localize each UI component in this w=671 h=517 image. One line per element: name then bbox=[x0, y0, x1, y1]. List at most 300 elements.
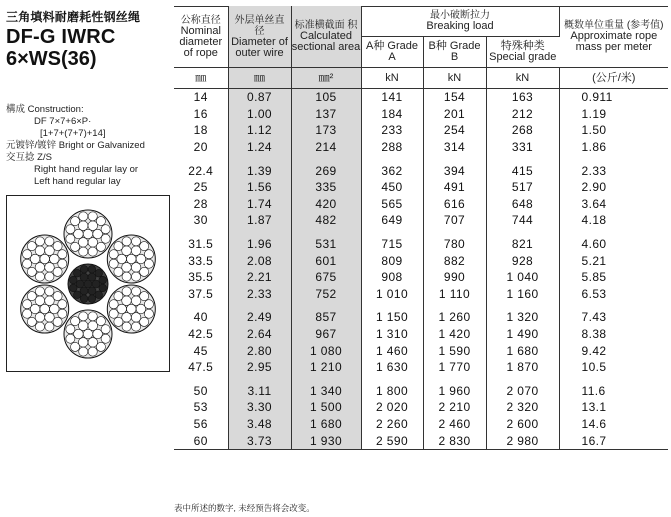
wire-shape bbox=[45, 246, 55, 256]
wire-shape bbox=[101, 325, 110, 334]
table-row bbox=[174, 326, 668, 343]
table-cell: 53 bbox=[174, 399, 228, 416]
wire-shape bbox=[127, 304, 137, 314]
wire-shape bbox=[53, 242, 62, 251]
table-cell: 648 bbox=[486, 196, 559, 213]
wire-shape bbox=[140, 292, 149, 301]
table-cell: 1 680 bbox=[291, 416, 361, 433]
table-cell: 450 bbox=[361, 179, 423, 196]
table-cell: 616 bbox=[423, 196, 486, 213]
table-cell: 882 bbox=[423, 252, 486, 269]
unit-outer: ㎜ bbox=[228, 68, 291, 89]
wire-shape bbox=[27, 242, 36, 251]
unit-nominal: ㎜ bbox=[174, 68, 228, 89]
wire-shape bbox=[78, 321, 88, 331]
table-cell: 675 bbox=[291, 269, 361, 286]
table-cell: 2 460 bbox=[423, 416, 486, 433]
wire-shape bbox=[35, 313, 45, 323]
unit-grade-b: kN bbox=[423, 68, 486, 89]
wire-shape bbox=[78, 238, 88, 248]
table-cell: 2 980 bbox=[486, 432, 559, 449]
table-row bbox=[174, 342, 668, 359]
wire-shape bbox=[35, 296, 45, 306]
header-outer-cn: 外层单丝直 径 bbox=[234, 14, 285, 37]
wire-shape bbox=[79, 312, 88, 321]
table-row bbox=[174, 139, 668, 156]
header-area-en: Calculated sectional area bbox=[291, 30, 361, 53]
table-cell: 268 bbox=[486, 122, 559, 139]
table-cell: 233 bbox=[361, 122, 423, 139]
wire-shape bbox=[70, 276, 78, 284]
wire-shape bbox=[40, 254, 50, 264]
wire-shape bbox=[73, 269, 81, 277]
table-cell: 50 bbox=[174, 376, 228, 400]
wire-shape bbox=[99, 284, 107, 292]
table-cell: 3.48 bbox=[228, 416, 291, 433]
wire-shape bbox=[131, 237, 140, 246]
table-cell: 5.21 bbox=[581, 253, 607, 268]
table-cell: 1.24 bbox=[228, 139, 291, 156]
table-cell: 6.53 bbox=[581, 286, 607, 301]
table-cell: 30 bbox=[174, 212, 228, 229]
wire-shape bbox=[45, 263, 55, 273]
wire-shape bbox=[83, 229, 93, 239]
table-cell: 1.39 bbox=[228, 155, 291, 179]
table-cell: 16.7 bbox=[581, 433, 607, 448]
footnote: 表中所述的数字, 未经预告将会改变。 bbox=[174, 503, 315, 513]
wire-shape bbox=[23, 300, 32, 309]
table-row bbox=[174, 359, 668, 376]
wire-shape bbox=[144, 250, 153, 259]
wire-shape bbox=[88, 312, 97, 321]
table-cell: 1 080 bbox=[291, 342, 361, 359]
wire-shape bbox=[35, 287, 44, 296]
wire-shape bbox=[96, 342, 105, 351]
table-cell: 1 630 bbox=[361, 359, 423, 376]
table-cell: 4.18 bbox=[581, 213, 607, 228]
table-cell: 1 010 bbox=[361, 286, 423, 303]
table-cell: 288 bbox=[361, 139, 423, 156]
table-cell: 415 bbox=[486, 155, 559, 179]
wire-shape bbox=[79, 212, 88, 221]
table-cell: 1.96 bbox=[228, 229, 291, 253]
wire-shape bbox=[23, 309, 32, 318]
table-cell: 14 bbox=[174, 89, 228, 106]
table-cell: 7.43 bbox=[581, 310, 607, 325]
table-cell: 14.6 bbox=[581, 416, 607, 431]
table-cell: 4.60 bbox=[581, 237, 607, 252]
table-cell: 1.56 bbox=[228, 179, 291, 196]
table-cell: 482 bbox=[291, 212, 361, 229]
table-cell: 967 bbox=[291, 326, 361, 343]
header-grade-a: A种 Grade A bbox=[361, 37, 423, 68]
wire-shape bbox=[122, 263, 132, 273]
table-cell: 25 bbox=[174, 179, 228, 196]
wire-shape bbox=[40, 304, 50, 314]
table-cell: 2 020 bbox=[361, 399, 423, 416]
unit-special: kN bbox=[486, 68, 559, 89]
wire-shape bbox=[144, 300, 153, 309]
wire-shape bbox=[109, 259, 118, 268]
table-cell: 35.5 bbox=[174, 269, 228, 286]
wire-shape bbox=[66, 225, 75, 234]
wire-shape bbox=[66, 325, 75, 334]
table-cell: 3.73 bbox=[228, 432, 291, 449]
wire-shape bbox=[53, 267, 62, 276]
table-cell: 42.5 bbox=[174, 326, 228, 343]
table-cell: 22.4 bbox=[174, 155, 228, 179]
table-cell: 163 bbox=[486, 89, 559, 106]
table-cell: 1.74 bbox=[228, 196, 291, 213]
table-cell: 2.90 bbox=[581, 180, 607, 195]
table-cell: 531 bbox=[291, 229, 361, 253]
wire-shape bbox=[114, 242, 123, 251]
table-cell: 928 bbox=[486, 252, 559, 269]
table-cell: 28 bbox=[174, 196, 228, 213]
header-rope-mass bbox=[559, 6, 668, 68]
wire-shape bbox=[66, 234, 75, 243]
table-cell: 335 bbox=[291, 179, 361, 196]
table-cell: 2.64 bbox=[228, 326, 291, 343]
header-outer-wire bbox=[228, 6, 291, 68]
table-cell: 3.11 bbox=[228, 376, 291, 400]
table-cell: 1.50 bbox=[581, 123, 607, 138]
table-cell: 1 310 bbox=[361, 326, 423, 343]
table-cell: 1 960 bbox=[423, 376, 486, 400]
table-cell: 752 bbox=[291, 286, 361, 303]
table-cell: 1 460 bbox=[361, 342, 423, 359]
table-cell: 5.85 bbox=[581, 270, 607, 285]
wire-shape bbox=[45, 313, 55, 323]
table-cell: 780 bbox=[423, 229, 486, 253]
table-row bbox=[174, 155, 668, 179]
wire-shape bbox=[122, 246, 132, 256]
table-cell: 821 bbox=[486, 229, 559, 253]
wire-shape bbox=[88, 347, 97, 356]
header-breaking-en: Breaking load bbox=[426, 20, 494, 32]
wire-shape bbox=[101, 234, 110, 243]
wire-shape bbox=[88, 221, 98, 231]
table-cell: 37.5 bbox=[174, 286, 228, 303]
wire-shape bbox=[122, 237, 131, 246]
table-row bbox=[174, 302, 668, 326]
table-cell: 420 bbox=[291, 196, 361, 213]
header-grade-b: B种 Grade B bbox=[423, 37, 486, 68]
header-mass-cn: 概数单位重量 (参考值) bbox=[564, 20, 664, 31]
table-cell: 2.08 bbox=[228, 252, 291, 269]
table-cell: 1 800 bbox=[361, 376, 423, 400]
table-row bbox=[174, 122, 668, 139]
table-cell: 2 210 bbox=[423, 399, 486, 416]
table-row bbox=[174, 179, 668, 196]
wire-shape bbox=[127, 254, 137, 264]
table-cell: 173 bbox=[291, 122, 361, 139]
wire-shape bbox=[73, 291, 81, 299]
table-cell: 1.19 bbox=[581, 106, 607, 121]
unit-mass: (公斤/米) bbox=[559, 68, 668, 89]
table-row bbox=[174, 416, 668, 433]
table-cell: 8.38 bbox=[581, 327, 607, 342]
table-cell: 3.64 bbox=[581, 196, 607, 211]
wire-shape bbox=[58, 259, 67, 268]
lay-line-1: Right hand regular lay or bbox=[34, 164, 139, 175]
table-cell: 2 590 bbox=[361, 432, 423, 449]
table-row bbox=[174, 196, 668, 213]
table-cell: 3.30 bbox=[228, 399, 291, 416]
table-cell: 1 870 bbox=[486, 359, 559, 376]
table-cell: 2.33 bbox=[581, 163, 607, 178]
wire-shape bbox=[45, 272, 54, 281]
wire-shape bbox=[27, 317, 36, 326]
table-row bbox=[174, 399, 668, 416]
wire-shape bbox=[114, 317, 123, 326]
table-cell: 2.80 bbox=[228, 342, 291, 359]
table-cell: 857 bbox=[291, 302, 361, 326]
table-cell: 1.86 bbox=[581, 140, 607, 155]
table-cell: 1 320 bbox=[486, 302, 559, 326]
wire-shape bbox=[71, 342, 80, 351]
table-cell: 10.5 bbox=[581, 360, 607, 375]
table-cell: 269 bbox=[291, 155, 361, 179]
table-cell: 362 bbox=[361, 155, 423, 179]
table-cell: 0.911 bbox=[581, 90, 613, 105]
table-cell: 1 260 bbox=[423, 302, 486, 326]
rope-diagram-svg bbox=[7, 196, 169, 371]
wire-shape bbox=[27, 267, 36, 276]
wire-shape bbox=[122, 272, 131, 281]
table-cell: 18 bbox=[174, 122, 228, 139]
table-cell: 1 420 bbox=[423, 326, 486, 343]
wire-shape bbox=[144, 259, 153, 268]
table-cell: 1 500 bbox=[291, 399, 361, 416]
table-cell: 47.5 bbox=[174, 359, 228, 376]
construction-line-2: [1+7+(7+7)+14] bbox=[40, 128, 106, 139]
table-cell: 2.49 bbox=[228, 302, 291, 326]
table-cell: 2 320 bbox=[486, 399, 559, 416]
table-cell: 9.42 bbox=[581, 343, 607, 358]
table-row bbox=[174, 252, 668, 269]
table-row bbox=[174, 229, 668, 253]
table-cell: 212 bbox=[486, 106, 559, 123]
header-area-cn: 标准横截面 积 bbox=[294, 20, 358, 31]
header-breaking-cn: 最小破断拉力 bbox=[430, 10, 491, 21]
wire-shape bbox=[140, 317, 149, 326]
table-row bbox=[174, 269, 668, 286]
table-cell: 715 bbox=[361, 229, 423, 253]
table-cell: 1 930 bbox=[291, 432, 361, 449]
table-cell: 314 bbox=[423, 139, 486, 156]
unit-area: ㎜² bbox=[291, 68, 361, 89]
table-cell: 517 bbox=[486, 179, 559, 196]
wire-shape bbox=[131, 263, 141, 273]
table-cell: 1.00 bbox=[228, 106, 291, 123]
wire-shape bbox=[35, 263, 45, 273]
wire-shape bbox=[58, 309, 67, 318]
wire-shape bbox=[27, 292, 36, 301]
wire-shape bbox=[78, 221, 88, 231]
wire-shape bbox=[131, 313, 141, 323]
table-cell: 1.87 bbox=[228, 212, 291, 229]
table-cell: 16 bbox=[174, 106, 228, 123]
wire-shape bbox=[45, 237, 54, 246]
product-model: DF-G IWRC bbox=[6, 26, 116, 48]
table-cell: 141 bbox=[361, 89, 423, 106]
wire-shape bbox=[58, 250, 67, 259]
table-row bbox=[174, 212, 668, 229]
table-cell: 1 150 bbox=[361, 302, 423, 326]
table-cell: 13.1 bbox=[581, 400, 607, 415]
header-nominal-cn: 公称直径 bbox=[180, 14, 221, 26]
table-cell: 2.95 bbox=[228, 359, 291, 376]
wire-shape bbox=[35, 322, 44, 331]
construction-label: 構成 Construction: bbox=[6, 104, 84, 115]
product-construction-code: 6×WS(36) bbox=[6, 48, 97, 70]
table-cell: 45 bbox=[174, 342, 228, 359]
table-cell: 649 bbox=[361, 212, 423, 229]
wire-shape bbox=[144, 309, 153, 318]
wire-shape bbox=[80, 295, 88, 303]
spec-block bbox=[6, 104, 171, 188]
table-cell: 2 070 bbox=[486, 376, 559, 400]
wire-shape bbox=[53, 292, 62, 301]
wire-shape bbox=[131, 272, 140, 281]
construction-line-1: DF 7×7+6×P· bbox=[34, 116, 92, 127]
table-cell: 809 bbox=[361, 252, 423, 269]
lay-label: 交互捻 Z/S bbox=[6, 152, 52, 163]
wire-shape bbox=[122, 296, 132, 306]
wire-shape bbox=[88, 247, 97, 256]
wire-shape bbox=[88, 295, 96, 303]
table-cell: 1 680 bbox=[486, 342, 559, 359]
wire-shape bbox=[122, 322, 131, 331]
table-cell: 184 bbox=[361, 106, 423, 123]
wire-shape bbox=[58, 300, 67, 309]
wire-shape bbox=[131, 322, 140, 331]
table-cell: 1 590 bbox=[423, 342, 486, 359]
wire-shape bbox=[70, 284, 78, 292]
header-breaking-load bbox=[361, 6, 559, 37]
header-mass-en: Approximate rope mass per meter bbox=[570, 30, 658, 53]
wire-shape bbox=[95, 269, 103, 277]
wire-shape bbox=[99, 276, 107, 284]
table-cell: 1.12 bbox=[228, 122, 291, 139]
wire-shape bbox=[122, 287, 131, 296]
wire-shape bbox=[88, 321, 98, 331]
table-cell: 60 bbox=[174, 432, 228, 449]
table-cell: 1 110 bbox=[423, 286, 486, 303]
table-cell: 33.5 bbox=[174, 252, 228, 269]
table-cell: 154 bbox=[423, 89, 486, 106]
table-cell: 20 bbox=[174, 139, 228, 156]
table-cell: 908 bbox=[361, 269, 423, 286]
header-sectional-area bbox=[291, 6, 361, 68]
table-cell: 394 bbox=[423, 155, 486, 179]
wire-shape bbox=[88, 338, 98, 348]
table-cell: 254 bbox=[423, 122, 486, 139]
table-cell: 2 830 bbox=[423, 432, 486, 449]
wire-shape bbox=[79, 247, 88, 256]
product-name-cn: 三角填料耐磨耗性钢丝绳 bbox=[6, 10, 141, 24]
wire-shape bbox=[131, 296, 141, 306]
header-special-grade: 特殊种类 Special grade bbox=[486, 37, 559, 68]
table-cell: 990 bbox=[423, 269, 486, 286]
table-cell: 11.6 bbox=[581, 383, 606, 398]
wire-shape bbox=[71, 317, 80, 326]
table-cell: 1 770 bbox=[423, 359, 486, 376]
table-cell: 2 260 bbox=[361, 416, 423, 433]
lay-line-2: Left hand regular lay bbox=[34, 176, 121, 187]
wire-shape bbox=[96, 242, 105, 251]
table-row bbox=[174, 286, 668, 303]
table-cell: 40 bbox=[174, 302, 228, 326]
table-cell: 1 040 bbox=[486, 269, 559, 286]
table-cell: 31.5 bbox=[174, 229, 228, 253]
header-nominal-en: Nominal diameter of rope bbox=[179, 24, 223, 59]
wire-shape bbox=[109, 300, 118, 309]
wire-shape bbox=[35, 246, 45, 256]
table-cell: 201 bbox=[423, 106, 486, 123]
wire-shape bbox=[140, 267, 149, 276]
table-cell: 1 210 bbox=[291, 359, 361, 376]
table-cell: 2 600 bbox=[486, 416, 559, 433]
wire-shape bbox=[101, 334, 110, 343]
wire-shape bbox=[122, 313, 132, 323]
wire-shape bbox=[96, 317, 105, 326]
table-row bbox=[174, 376, 668, 400]
table-cell: 137 bbox=[291, 106, 361, 123]
wire-shape bbox=[35, 237, 44, 246]
table-cell: 565 bbox=[361, 196, 423, 213]
rope-spec-table bbox=[174, 6, 668, 450]
wire-shape bbox=[35, 272, 44, 281]
table-row bbox=[174, 89, 668, 106]
wire-shape bbox=[109, 250, 118, 259]
table-cell: 2.33 bbox=[228, 286, 291, 303]
wire-shape bbox=[83, 329, 93, 339]
table-cell: 105 bbox=[291, 89, 361, 106]
spec-panel bbox=[0, 0, 172, 517]
wire-rope-cross-section-icon bbox=[6, 195, 170, 372]
table-cell: 601 bbox=[291, 252, 361, 269]
wire-shape bbox=[96, 217, 105, 226]
table-cell: 491 bbox=[423, 179, 486, 196]
wire-shape bbox=[80, 266, 88, 274]
table-cell: 1 340 bbox=[291, 376, 361, 400]
wire-shape bbox=[114, 267, 123, 276]
wire-shape bbox=[88, 266, 96, 274]
table-row bbox=[174, 432, 668, 449]
table-cell: 214 bbox=[291, 139, 361, 156]
wire-shape bbox=[71, 217, 80, 226]
table-cell: 707 bbox=[423, 212, 486, 229]
wire-shape bbox=[131, 246, 141, 256]
wire-shape bbox=[45, 322, 54, 331]
table-cell: 0.87 bbox=[228, 89, 291, 106]
wire-shape bbox=[140, 242, 149, 251]
table-cell: 744 bbox=[486, 212, 559, 229]
wire-shape bbox=[71, 242, 80, 251]
header-nominal-diameter bbox=[174, 6, 228, 68]
wire-shape bbox=[23, 250, 32, 259]
table-cell: 1 160 bbox=[486, 286, 559, 303]
wire-shape bbox=[45, 296, 55, 306]
table-row bbox=[174, 106, 668, 123]
wire-shape bbox=[88, 212, 97, 221]
table-cell: 1 490 bbox=[486, 326, 559, 343]
wire-shape bbox=[109, 309, 118, 318]
wire-shape bbox=[79, 347, 88, 356]
wire-shape bbox=[78, 338, 88, 348]
